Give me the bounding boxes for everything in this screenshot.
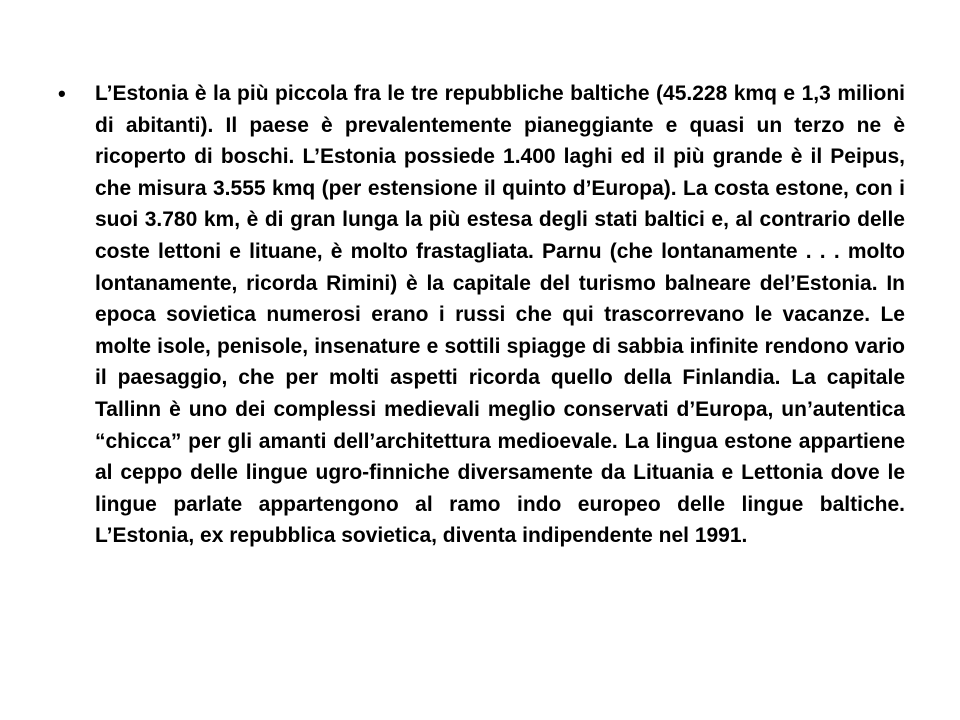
bullet-dot-icon: • [58, 81, 66, 106]
bullet-item [58, 78, 906, 552]
estonia-paragraph: L’Estonia è la più piccola fra le tre repubbliche baltiche (45.228 kmq e 1,3 milioni di abitanti). Il paese è prevalentemente pianeggiante e quasi un terzo ne è ricoperto di boschi. L’Estonia possiede 1.400 laghi ed il più grande è il Peipus, che misura 3.555 kmq (per estensione il quinto d’Europa). La costa estone, con i suoi 3.780 km, è di gran lunga la più estesa degli stati baltici e, al contrario delle coste lettoni e lituane, è molto frastagliata. Parnu (che lontanamente . . . molto lontanamente, ricorda Rimini) è la capitale del turismo balneare del’Estonia. In epoca sovietica numerosi erano i russi che qui trascorrevano le vacanze. Le molte isole, penisole, insenature e sottili spiagge di sabbia infinite rendono vario il paesaggio, che per molti aspetti ricorda quello della Finlandia. La capitale Tallinn è uno dei complessi medievali meglio conservati d’Europa, un’autentica “chicca” per gli amanti dell’architettura medioevale. La lingua estone appartiene al ceppo delle lingue ugro-finniche diversamente da Lituania e Lettonia dove le lingue parlate appartengono al ramo indo europeo delle lingue baltiche. L’Estonia, ex repubblica sovietica, diventa indipendente nel 1991. [95, 82, 905, 548]
